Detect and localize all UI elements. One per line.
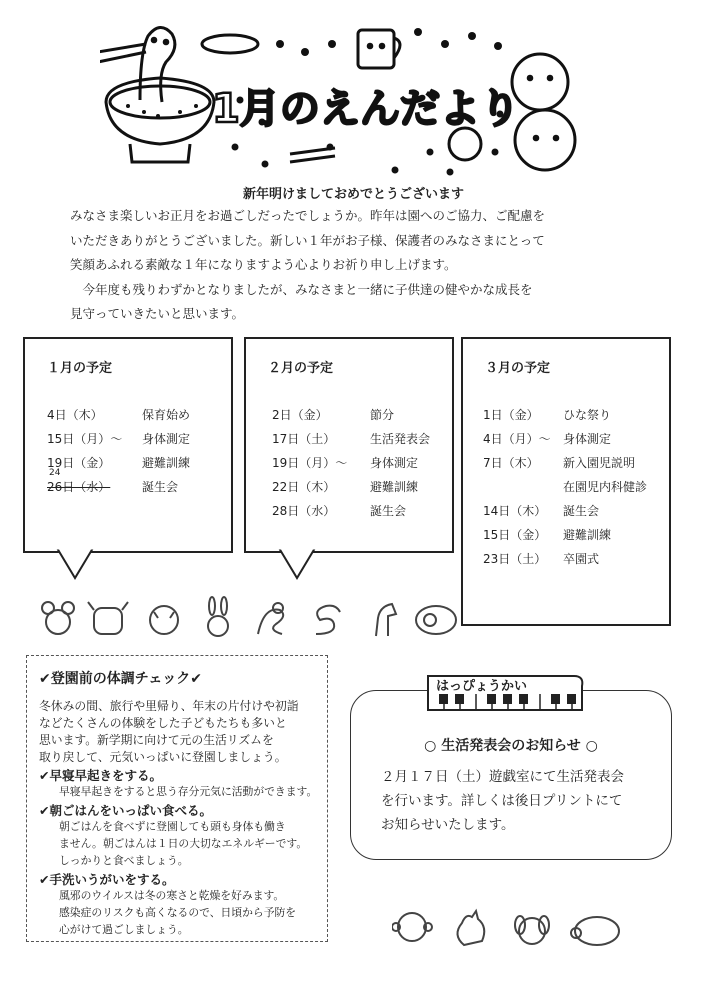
- health-check-intro: 冬休みの間、旅行や里帰り、年末の片付けや初詣 などたくさんの体験をした子どもたちも多いと 思います。新学期に向けて元の生活リズムを 取り戻して、元気いっぱいに登園しましょう。: [39, 699, 299, 764]
- speech-tail: [55, 546, 95, 582]
- health-check-text: 朝ごはんを食べずに登園しても頭も身体も働き ません。朝ごはんは１日の大切なエネルギーです。 しっかりと食べましょう。: [59, 820, 308, 867]
- horse-icon: [376, 604, 396, 636]
- greeting-title: 新年明けましておめでとうございます: [242, 187, 464, 202]
- monkey-icon: [392, 913, 432, 941]
- health-check-heading: ✔朝ごはんをいっぱい食べる。: [39, 803, 212, 818]
- chopsticks-icon: [290, 148, 335, 162]
- snake-icon: [316, 606, 340, 634]
- dog-icon: [515, 916, 549, 944]
- notice-title: ○ 生活発表会のお知らせ ○: [424, 738, 598, 754]
- dragon-icon: [258, 603, 283, 634]
- recital-notice: [350, 690, 672, 860]
- boar-icon: [571, 917, 619, 945]
- mochi-pot-icon: [100, 27, 214, 162]
- health-check-box: [26, 655, 328, 942]
- ring-icon: [202, 35, 258, 53]
- header-title: 1月のえんだより: [212, 86, 520, 132]
- rabbit-icon: [208, 597, 228, 636]
- cup-icon: [358, 30, 400, 68]
- health-check-text: 早寝早起きをすると思う存分元気に活動ができます。: [59, 785, 318, 798]
- piano-banner: [424, 672, 586, 712]
- bottom-animals-illustration: [392, 905, 632, 951]
- schedule-march: ３月の予定 1日（金） ひな祭り 4日（月）～ 身体測定 7日（木） 新入園児説明 在園児内科健診 14日（木） 誕生会 15日（金） 避難訓練 23日（土） 卒園式: [461, 337, 671, 626]
- rooster-icon: [457, 911, 484, 945]
- mouse-icon: [42, 602, 74, 634]
- health-check-heading: ✔手洗いうがいをする。: [39, 872, 175, 887]
- zodiac-animals-illustration: [36, 596, 466, 640]
- health-check-title: ✔登園前の体調チェック✔: [39, 671, 203, 687]
- schedule-january: １月の予定 4日（木） 保育始め 15日（月）～ 身体測定 19日（金） 避難訓練 26日（水） 24 誕生会: [23, 337, 233, 553]
- cow-icon: [88, 602, 128, 634]
- notice-body: ２月１７日（土）遊戯室にて生活発表会 を行います。詳しくは後日プリントにて お知らせいたします。: [381, 769, 624, 833]
- banner-text: はっぴょうかい: [436, 679, 528, 694]
- schedule-title: ２月の予定: [268, 361, 334, 376]
- header-illustration: [100, 22, 580, 182]
- schedule-title: ３月の予定: [485, 361, 551, 376]
- health-check-text: 風邪のウイルスは冬の寒さと乾燥を好みます。 感染症のリスクも高くなるので、日頃から予防を 心がけて過ごしましょう。: [59, 889, 297, 936]
- tiger-icon: [150, 606, 178, 634]
- sheep-icon: [416, 606, 456, 634]
- health-check-heading: ✔早寝早起きをする。: [39, 768, 162, 783]
- schedule-title: １月の予定: [47, 361, 113, 376]
- greeting-body: みなさま楽しいお正月をお過ごしだったでしょうか。昨年は園へのご協力、ご配慮を いただきありがとうございました。新しい１年がお子様、保護者のみなさまにとって 笑顔あふれる素敵な１年になりますよう心よりお祈り申し上げます。 今年度も残りわずかとなりましたが、みなさまと一緒に子供達の健やかな成長を 見守っていきたいと思います。: [70, 208, 546, 321]
- date-correction: 24: [49, 468, 61, 478]
- speech-tail: [277, 546, 317, 582]
- schedule-february: ２月の予定 2日（金） 節分 17日（土） 生活発表会 19日（月）～ 身体測定 22日（木） 避難訓練 28日（水） 誕生会: [244, 337, 454, 553]
